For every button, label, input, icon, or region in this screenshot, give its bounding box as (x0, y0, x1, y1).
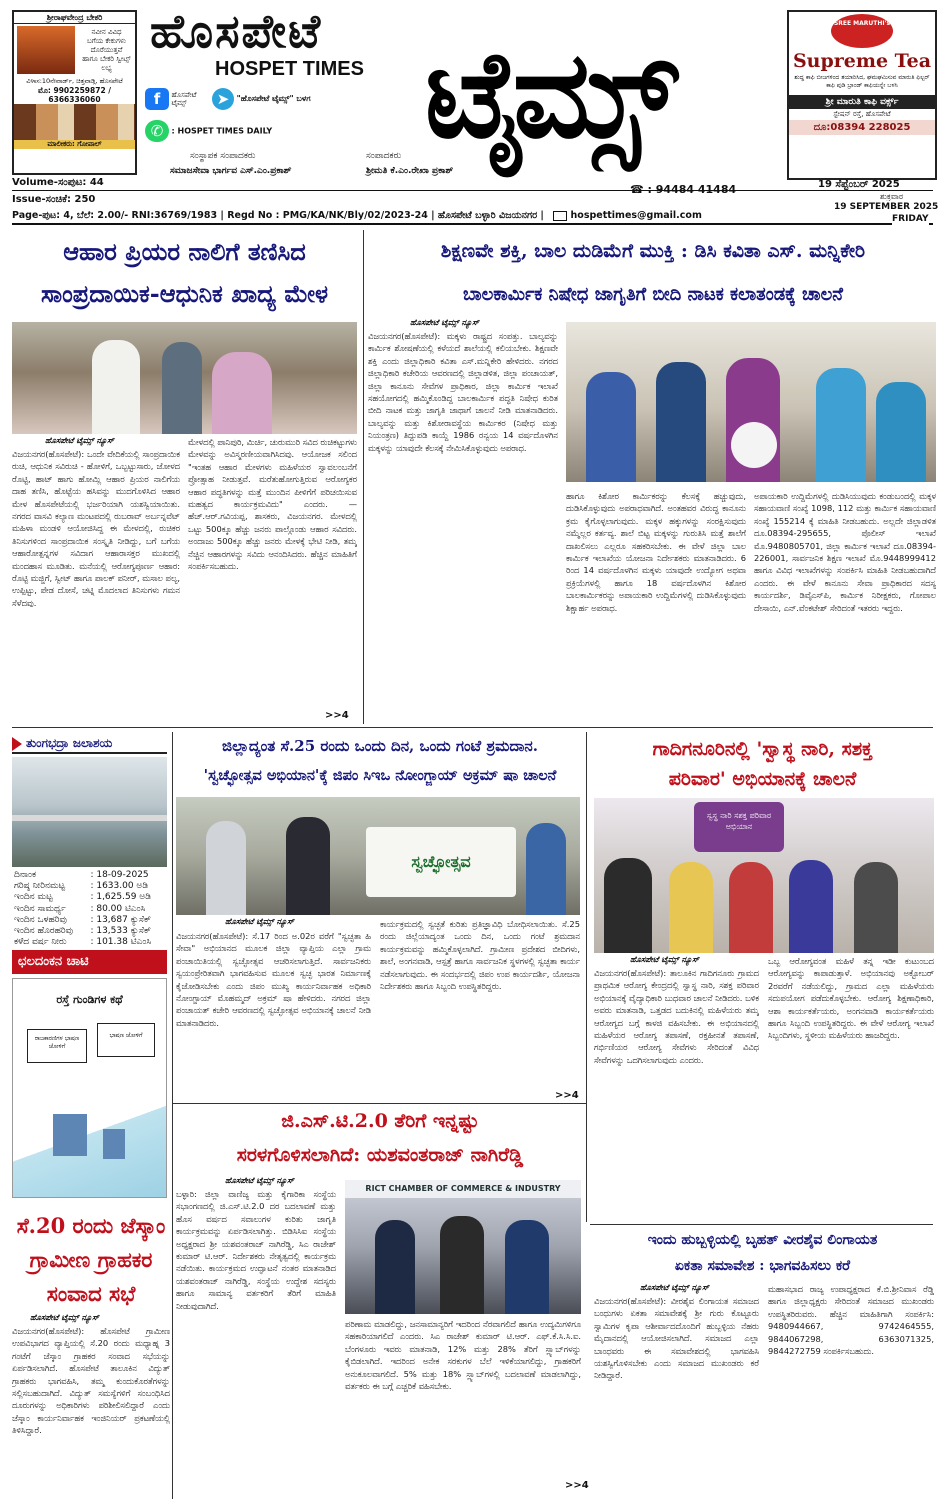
whatsapp-label[interactable]: : HOSPET TIMES DAILY (171, 126, 273, 136)
bakery-ad-address: ವಿಳಾಸ:10ನೇವಾರ್ಡ್, ಚಿತ್ತವಾಡ್ಗಿ, ಹೊಸಪೇಟೆ (26, 77, 123, 85)
issue: Issue-ಸಂಚಿಕೆ: 250 (12, 194, 96, 205)
story2-headline-1: ಶಿಕ್ಷಣವೇ ಶಕ್ತಿ, ಬಾಲ ದುಡಿಮೆಗೆ ಮುಕ್ತಿ : ಡಿಸಿ ಕವಿತಾ ಎಸ್. ಮನ್ನಿಕೇರಿ (440, 240, 866, 262)
column-divider (363, 230, 364, 724)
story2-column-2: ಹಾಗೂ ಕಿಶೋರ ಕಾರ್ಮಿಕರನ್ನು ಕೆಲಸಕ್ಕೆ ಹಚ್ಚುವುದು, ದುಡಿಸಿಕೊಳ್ಳುವುದು ಅಪರಾಧವಾಗಿದೆ. ಅಂತಹವರ ವಿರುದ್ಧ ಕಾನೂನು ಕ್ರಮ ಕೈಗೊಳ್ಳಲಾಗುವುದು. ಮಕ್ಕಳ ಹಕ್ಕುಗಳನ್ನು ಸಂರಕ್ಷಿಸುವುದು ನಮ್ಮೆಲ್ಲರ ಕರ್ತವ್ಯ. ಶಾಲೆ ಬಿಟ್ಟ ಮಕ್ಕಳನ್ನು ಗುರುತಿಸಿ ಮತ್ತೆ ಶಾಲೆಗೆ ದಾಖಲಿಸಲು ಎಲ್ಲರೂ ಸಹಕರಿಸಬೇಕು. ಈ ವೇಳೆ ಜಿಲ್ಲಾ ಬಾಲ ಕಾರ್ಮಿಕ ಇಲಾಖೆಯ ಯೋಜನಾ ನಿರ್ದೇಶಕರು ಮಾತನಾಡಿದರು. 6 ರಿಂದ 14 ವರ್ಷದೊಳಗಿನ ಮಕ್ಕಳು ಯಾವುದೇ ಉದ್ಯೋಗ ಅಥವಾ ಪ್ರಕ್ರಿಯೆಗಳಲ್ಲಿ ಹಾಗೂ 18 ವರ್ಷದೊಳಗಿನ ಕಿಶೋರ ಬಾಲಕಾರ್ಮಿಕರನ್ನು ಅಪಾಯಕಾರಿ ಉದ್ದಿಮೆಗಳಲ್ಲಿ ದುಡಿಸಿಕೊಳ್ಳುವುದು ಶಿಕ್ಷಾರ್ಹ ಅಪರಾಧ. (566, 491, 746, 613)
cartoon-water (13, 1099, 167, 1198)
story2-column-1: ವಿಜಯನಗರ(ಹೊಸಪೇಟೆ): ಮಕ್ಕಳು ರಾಷ್ಟ್ರದ ಸಂಪತ್ತು. ಬಾಲ್ಯವನ್ನು ಕಾರ್ಮಿಕ ಶೋಷಣೆಯಲ್ಲಿ ಕಳೆಯದೆ ಶಾಲೆಯಲ್ಲಿ ಕಲಿಯಬೇಕು. ಶಿಕ್ಷಣವೇ ಶಕ್ತಿ ಎಂದು ಜಿಲ್ಲಾಧಿಕಾರಿ ಕವಿತಾ ಎಸ್.ಮನ್ನಿಕೇರಿ ಹೇಳಿದರು. ನಗರದ ಜಿಲ್ಲಾಧಿಕಾರಿ ಕಚೇರಿಯ ಆವರಣದಲ್ಲಿ ಜಿಲ್ಲಾಡಳಿತ, ಜಿಲ್ಲಾ ಪಂಚಾಯತ್, ಜಿಲ್ಲಾ ಕಾನೂನು ಸೇವೆಗಳ ಪ್ರಾಧಿಕಾರ, ಜಿಲ್ಲಾ ಕಾರ್ಮಿಕ ಇಲಾಖೆ ಸಹಯೋಗದಲ್ಲಿ ಹಮ್ಮಿಕೊಂಡಿದ್ದ ಬಾಲಕಾರ್ಮಿಕ ಪದ್ಧತಿ ನಿಷೇಧ ಕುರಿತ ಬೀದಿ ನಾಟಕ ಮತ್ತು ಜಾಗೃತಿ ಜಾಥಾಗೆ ಚಾಲನೆ ನೀಡಿ ಮಾತನಾಡಿದರು. ಬಾಲ್ಯವನ್ನು ಮತ್ತು ಕಿಶೋರಾವಸ್ಥೆಯ ಕಾರ್ಮಿಕರ (ನಿಷೇಧ ಮತ್ತು ನಿಯಂತ್ರಣ) ತಿದ್ದುಪಡಿ ಕಾಯ್ದೆ 1986 ರನ್ವಯ 14 ವರ್ಷದೊಳಗಿನ ಮಕ್ಕಳನ್ನು ಯಾವುದೇ ಕೆಲಸಕ್ಕೆ ನೇಮಿಸಿಕೊಳ್ಳುವುದು ಅಪರಾಧ. (368, 331, 558, 453)
story6-headline-3: ಸಂವಾದ ಸಭೆ (46, 1281, 136, 1306)
bakery-ad-title: ಶ್ರೀರಾಘವೇಂದ್ರ ಬೇಕರಿ (14, 12, 135, 24)
story5-continued: >>4 (565, 1480, 589, 1491)
story5-column-2: ಪರಿಣಾಮ ಮಾಡಲಿದ್ದು, ಜನಸಾಮಾನ್ಯರಿಗೆ ಇದರಿಂದ ನೆರವಾಗಲಿದೆ ಹಾಗೂ ಉದ್ಯಮಿಗಳಿಗೂ ಸಹಕಾರಿಯಾಗಲಿದೆ ಎಂದರು. ಸಿಎ ರಾಜೇಶ್ ಕುಮಾರ್ ಟಿ.ಆರ್. ಎಫ್.ಕೆ.ಸಿ.ಸಿ.ಐ. ಬೆಂಗಳೂರು ಇವರು ಮಾತನಾಡಿ, 12% ಮತ್ತು 28% ತೆರಿಗೆ ಸ್ಲ್ಯಾಬ್‌ಗಳನ್ನು ಕೈಬಿಡಲಾಗಿದೆ. ಇದರಿಂದ ಅನೇಕ ಸರಕುಗಳ ಬೆಲೆ ಇಳಿಕೆಯಾಗಲಿದ್ದು, ಗ್ರಾಹಕರಿಗೆ ಅನುಕೂಲವಾಗಲಿದೆ. 5% ಮತ್ತು 18% ಸ್ಲ್ಯಾಬ್‌ಗಳಲ್ಲಿ ಬದಲಾವಣೆ ಮಾಡಲಾಗಿದ್ದು, ವರ್ತಕರು ಈ ಬಗ್ಗೆ ಎಚ್ಚರಿಕೆ ವಹಿಸಬೇಕು. (345, 1319, 581, 1392)
story1-photo (12, 322, 357, 434)
brand-kannada-small: ಹೊಸಪೇಟೆ (150, 4, 323, 58)
section-rule (590, 1224, 933, 1225)
triangle-icon (12, 737, 22, 751)
dam-row (12, 915, 167, 926)
cartoon-title: ಛಲದಂಕನ ಚಾಟಿ (12, 950, 167, 974)
story4-photo (594, 798, 934, 953)
dam-row-value: : 1,625.59 ಅಡಿ (90, 892, 151, 903)
story7-byline: ಹೊಸಪೇಟೆ ಟೈಮ್ಸ್ ನ್ಯೂಸ್ (640, 1283, 709, 1292)
story1-byline: ಹೊಸಪೇಟೆ ಟೈಮ್ಸ್ ನ್ಯೂಸ್ (45, 436, 114, 445)
column-divider (172, 1103, 173, 1499)
social-row-2 (145, 120, 311, 142)
story7-column-2: ಮಹಾಸಭಾದ ರಾಜ್ಯ ಉಪಾಧ್ಯಕ್ಷರಾದ ಕೆ.ಬಿ.ಶ್ರೀನಿವಾಸ ರೆಡ್ಡಿ ಹಾಗೂ ಜಿಲ್ಲಾಧ್ಯಕ್ಷರು ಸೇರಿದಂತೆ ಸಮಾಜದ ಮುಖಂಡರು ಉಪಸ್ಥಿತರಿರುವರು. ಹೆಚ್ಚಿನ ಮಾಹಿತಿಗಾಗಿ ಸಂಪರ್ಕಿಸಿ: 9480944667, 9742464555, 9844067298, 6363071325, 9844272759 ಸಂಪರ್ಕಿಸಬಹುದು. (768, 1284, 934, 1357)
section-rule (12, 727, 933, 728)
bakery-ad-photo (17, 26, 75, 74)
day-kannada: ಶುಕ್ರವಾರ (880, 192, 904, 201)
masthead-rule (12, 190, 933, 191)
phone-number: ☎ : 94484 41484 (630, 183, 737, 196)
tea-ad-address: ಸ್ಟೇಷನ್ ರಸ್ತೆ, ಹೊಸಪೇಟೆ (833, 110, 891, 118)
story6-byline: ಹೊಸಪೇಟೆ ಟೈಮ್ಸ್ ನ್ಯೂಸ್ (30, 1313, 99, 1322)
story4-headline-1: ಗಾದಿಗನೂರಿನಲ್ಲಿ 'ಸ್ವಾಸ್ಥ ನಾರಿ, ಸಶಕ್ತ (652, 738, 873, 760)
tea-ad-desc: ಶುದ್ಧ ಕಾಫಿ ಬೀಜಗಳಿಂದ ತಯಾರಿಸಿದ, ಘಮಘಮಿಸುವ ಮಾರುತಿ ಫಿಲ್ಟರ್ ಕಾಫಿ ಪುಡಿ ಬ್ರಾಂಡ್ ಕಾಫಿಯನ್ನೇ ಬಳಸಿ (794, 74, 930, 89)
story5-column-1: ಬಳ್ಳಾರಿ: ಜಿಲ್ಲಾ ವಾಣಿಜ್ಯ ಮತ್ತು ಕೈಗಾರಿಕಾ ಸಂಸ್ಥೆಯ ಸಭಾಂಗಣದಲ್ಲಿ ಜಿ.ಎಸ್.ಟಿ.2.0 ದರ ಬದಲಾವಣೆ ಮತ್ತು ಹೊಸ ವರ್ಷದ ಸವಾಲುಗಳ ಕುರಿತು ಜಾಗೃತಿ ಕಾರ್ಯಕ್ರಮವನ್ನು ಏರ್ಪಡಿಸಲಾಗಿತ್ತು. ಬಿಡಿಸಿಸಿಐ ಸಂಸ್ಥೆಯ ಅಧ್ಯಕ್ಷರಾದ ಶ್ರೀ ಯಶವಂತರಾಜ್ ನಾಗಿರೆಡ್ಡಿ, ಸಿಎ ರಾಜೇಶ್ ಕುಮಾರ್ ಟಿ.ಆರ್. ನಿರ್ದೇಶಕರು ನೇತೃತ್ವದಲ್ಲಿ ಕಾರ್ಯಕ್ರಮ ನಡೆಯಿತು. ಕಾರ್ಯಕ್ರಮದ ಉದ್ಘಾಟನೆ ನಂತರ ಮಾತನಾಡಿದ ಯಶವಂತರಾಜ್ ನಾಗಿರೆಡ್ಡಿ, ಸಂಸ್ಥೆಯ ಉದ್ದೇಶ ಸದಸ್ಯರು ಹಾಗೂ ಸಾಮಾನ್ಯ ವರ್ತಕರಿಗೆ ತೆರಿಗೆ ಮಾಹಿತಿ ನೀಡುವುದಾಗಿದೆ. (176, 1189, 336, 1311)
telegram-icon[interactable]: ➤ (212, 88, 234, 110)
story4-byline: ಹೊಸಪೇಟೆ ಟೈಮ್ಸ್ ನ್ಯೂಸ್ (630, 955, 699, 964)
email-address[interactable]: hospettimes@gmail.com (570, 210, 702, 221)
story4-banner: ಸ್ವಸ್ಥ ನಾರಿ ಸಶಕ್ತ ಪರಿವಾರ ಅಭಿಯಾನ (694, 802, 784, 852)
dam-row (12, 881, 167, 892)
social-row-1 (145, 88, 311, 110)
story7-headline-2: ಏಕತಾ ಸಮಾವೇಶ : ಭಾಗವಹಿಸಲು ಕರೆ (674, 1258, 851, 1274)
story5-headline-2: ಸರಳಗೊಳಿಸಲಾಗಿದೆ: ಯಶವಂತರಾಜ್ ನಾಗಿರೆಡ್ಡಿ (236, 1144, 524, 1166)
bakery-ad-line3: ಬಗೆಯ ಕೇಕುಗಳು (87, 37, 126, 45)
dam-row-label: ಗರಿಷ್ಠ ನೀರಿನಮಟ್ಟ (14, 881, 66, 892)
story3-column-2: ಕಾರ್ಯಕ್ರಮದಲ್ಲಿ ಸ್ವಚ್ಛತೆ ಕುರಿತು ಪ್ರತಿಜ್ಞಾವಿಧಿ ಬೋಧಿಸಲಾಯಿತು. ಸೆ.25 ರಂದು ಜಿಲ್ಲೆಯಾದ್ಯಂತ ಒಂದು ದಿನ, ಒಂದು ಗಂಟೆ ಶ್ರಮದಾನ ಕಾರ್ಯಕ್ರಮವನ್ನು ಹಮ್ಮಿಕೊಳ್ಳಲಾಗಿದೆ. ಗ್ರಾಮೀಣ ಪ್ರದೇಶದ ಬೀದಿಗಳು, ಶಾಲೆ, ಅಂಗನವಾಡಿ, ಆಸ್ಪತ್ರೆ ಹಾಗೂ ಸಾರ್ವಜನಿಕ ಸ್ಥಳಗಳಲ್ಲಿ ಸ್ವಚ್ಛತಾ ಕಾರ್ಯ ನಡೆಸಲಾಗುವುದು. ಈ ಸಂದರ್ಭದಲ್ಲಿ ಜಿಪಂ ಉಪ ಕಾರ್ಯದರ್ಶಿ, ಯೋಜನಾ ನಿರ್ದೇಶಕರು ಹಾಗೂ ಸಿಬ್ಬಂದಿ ಉಪಸ್ಥಿತರಿದ್ದರು. (380, 919, 580, 992)
story2-headline-2: ಬಾಲಕಾರ್ಮಿಕ ನಿಷೇಧ ಜಾಗೃತಿಗೆ ಬೀದಿ ನಾಟಕ ಕಲಾತಂಡಕ್ಕೆ ಚಾಲನೆ (462, 284, 843, 305)
bakery-ad-cake-image (14, 104, 135, 140)
bakery-ad-band: ಮಾಲೀಕರು: ಗೋಪಾಲ್ (14, 140, 135, 149)
bakery-ad (12, 10, 137, 175)
dam-row-label: ಇಂದಿನ ಒಳಹರಿವು (14, 914, 67, 925)
story6-headline-2: ಗ್ರಾಮೀಣ ಗ್ರಾಹಕರ (29, 1247, 153, 1272)
dam-title: ತುಂಗಭದ್ರಾ ಜಲಾಶಯ (26, 736, 113, 750)
dam-title-bar (12, 732, 167, 754)
brand-kannada-big: ಟೈಮ್ಸ್ (425, 24, 670, 165)
founder-name: ಸಮಾಜಸೇವಾ ಭಾರ್ಗವ ಎಸ್.ಎಂ.ಪ್ರಕಾಶ್ (170, 166, 292, 176)
day-english: FRIDAY (892, 214, 929, 224)
cartoon-panel (12, 978, 167, 1198)
story7-column-1: ವಿಜಯನಗರ(ಹೊಸಪೇಟೆ): ವೀರಶೈವ ಲಿಂಗಾಯತ ಸಮಾಜದ ಬಂಧುಗಳು ಏಕತಾ ಸಮಾವೇಶಕ್ಕೆ ಶ್ರೀ ಗುರು ಕೊಟ್ಟೂರು ಸ್ವಾಮಿಗಳ ಕೃಪಾ ಆಶೀರ್ವಾದದೊಂದಿಗೆ ಹುಬ್ಬಳ್ಳಿಯ ನೆಹರು ಮೈದಾನದಲ್ಲಿ ಆಯೋಜಿಸಲಾಗಿದೆ. ಸಮಾಜದ ಎಲ್ಲಾ ಬಾಂಧವರು ಈ ಸಮಾವೇಶದಲ್ಲಿ ಭಾಗವಹಿಸಿ ಯಶಸ್ವಿಗೊಳಿಸಬೇಕು ಎಂದು ಸಮಾಜದ ಮುಖಂಡರು ಕರೆ ನೀಡಿದ್ದಾರೆ. (594, 1296, 759, 1381)
story1-headline-1: ಆಹಾರ ಪ್ರಿಯರ ನಾಲಿಗೆ ತಣಿಸಿದ (63, 237, 306, 266)
dam-row (12, 904, 167, 915)
cartoon-sign-1: ರಾಜಕಾರಣಿಗಳ ಭಾಷಣ ಜೋಳಿಗೆ (27, 1029, 87, 1063)
dam-row-label: ಇಂದಿನ ಸಾಮರ್ಥ್ಯ (14, 903, 66, 914)
dam-row-value: : 1633.00 ಅಡಿ (90, 881, 149, 892)
story3-headline-2: 'ಸ್ವಚ್ಛೋತ್ಸವ ಅಭಿಯಾನ'ಕ್ಕೆ ಜಿಪಂ ಸಿಇಒ ನೋಂಗ್ಜಾಯ್ ಅಕ್ರಮ್ ಷಾ ಚಾಲನೆ (203, 767, 557, 784)
social-links (145, 88, 311, 142)
dam-row (12, 892, 167, 903)
cartoon-caption: ರಸ್ತೆ ಗುಂಡಿಗಳ ಕಥೆ (56, 993, 123, 1006)
story5-headline-1: ಜಿ.ಎಸ್.ಟಿ.2.0 ತೆರಿಗೆ ಇನ್ನಷ್ಟು (281, 1110, 479, 1132)
date-kannada: 19 ಸೆಪ್ಟೆಂಬರ್ 2025 (818, 179, 900, 190)
story4-column-2: ಒಬ್ಬ ಆರೋಗ್ಯವಂತ ಮಹಿಳೆ ತನ್ನ ಇಡೀ ಕುಟುಂಬದ ಆರೋಗ್ಯವನ್ನು ಕಾಪಾಡುತ್ತಾಳೆ. ಅಭಿಯಾನವು ಅಕ್ಟೋಬರ್ 2ರವರೆಗೆ ನಡೆಯಲಿದ್ದು, ಗ್ರಾಮದ ಎಲ್ಲಾ ಮಹಿಳೆಯರು ಸದುಪಯೋಗ ಪಡೆದುಕೊಳ್ಳಬೇಕು. ಆರೋಗ್ಯ ಶಿಕ್ಷಣಾಧಿಕಾರಿ, ಆಶಾ ಕಾರ್ಯಕರ್ತೆಯರು, ಅಂಗನವಾಡಿ ಕಾರ್ಯಕರ್ತೆಯರು ಹಾಗೂ ಸಿಬ್ಬಂದಿ ಉಪಸ್ಥಿತರಿದ್ದರು. ಈ ವೇಳೆ ಆರೋಗ್ಯ ಇಲಾಖೆ ಸಿಬ್ಬಂದಿಗಳು, ಸ್ಥಳೀಯ ಮಹಿಳೆಯರು ಹಾಜರಿದ್ದರು. (768, 956, 934, 1041)
story6-column-1: ವಿಜಯನಗರ(ಹೊಸಪೇಟೆ): ಹೊಸಪೇಟೆ ಗ್ರಾಮೀಣ ಉಪವಿಭಾಗದ ವ್ಯಾಪ್ತಿಯಲ್ಲಿ ಸೆ.20 ರಂದು ಮಧ್ಯಾಹ್ನ 3 ಗಂಟೆಗೆ ಜೆಸ್ಕಾಂ ಗ್ರಾಹಕರ ಸಂವಾದ ಸಭೆಯನ್ನು ಏರ್ಪಡಿಸಲಾಗಿದೆ. ಹೊಸಪೇಟೆ ತಾಲೂಕಿನ ವಿದ್ಯುತ್ ಗ್ರಾಹಕರು ಭಾಗವಹಿಸಿ, ತಮ್ಮ ಕುಂದುಕೊರತೆಗಳನ್ನು ಸಲ್ಲಿಸಬಹುದಾಗಿದೆ. ವಿದ್ಯುತ್ ಸಮಸ್ಯೆಗಳಿಗೆ ಸಂಬಂಧಿಸಿದ ದೂರುಗಳನ್ನು ಅಧಿಕಾರಿಗಳು ಪರಿಶೀಲಿಸಲಿದ್ದಾರೆ ಎಂದು ಜೆಸ್ಕಾಂ ಕಾರ್ಯನಿರ್ವಾಹಕ ಇಂಜಿನಿಯರ್ ಪ್ರಕಟಣೆಯಲ್ಲಿ ತಿಳಿಸಿದ್ದಾರೆ. (12, 1326, 170, 1436)
story7-headline-1: ಇಂದು ಹುಬ್ಬಳ್ಳಿಯಲ್ಲಿ ಬೃಹತ್ ವೀರಶೈವ ಲಿಂಗಾಯತ (647, 1232, 878, 1248)
tea-ad-shop: ಶ್ರೀ ಮಾರುತಿ ಕಾಫಿ ವರ್ಕ್ಸ್ (789, 95, 935, 109)
column-divider (586, 732, 587, 1222)
tea-ad-logo: SREE MARUTHI's (831, 14, 893, 48)
founder-label: ಸಂಸ್ಥಾಪಕ ಸಂಪಾದಕರು (190, 151, 256, 161)
dam-row-label: ಕಳೆದ ವರ್ಷ ನೀರು (14, 937, 67, 948)
story5-photo (345, 1180, 581, 1314)
info-bar-text: Page-ಪುಟ: 4, ಬೆಲೆ: 2.00/- RNI:36769/1983 | Regd No : PMG/KA/NK/Bly/02/2023-24 | ಹೊಸಪೇಟೆ ಬಳ್ಳಾರಿ ವಿಜಯನಗರ | (12, 210, 544, 221)
story1-continued: >>4 (325, 710, 349, 721)
dam-row-label: ಇಂದಿನ ಹೊರಹರಿವು (14, 926, 73, 937)
editor-label: ಸಂಪಾದಕರು (366, 151, 402, 161)
dam-row (12, 937, 167, 948)
cartoon-building (53, 1114, 87, 1156)
story1-column-2: ಮೇಳದಲ್ಲಿ ಪಾನಿಪುರಿ, ಮಿರ್ಚಿ, ಚುರುಮುರಿ ಸವಿದ ರುಚಿಕಟ್ಟುಗಳು ಮೇಳವನ್ನು ಅವಿಸ್ಮರಣೀಯವಾಗಿಸಿದವು. ಆಯೋಜಕ ಸಲಿಂದ "ಇಂತಹ ಆಹಾರ ಮೇಳಗಳು ಮಹಿಳೆಯರ ಸ್ವಾವಲಂಬನೆಗೆ ಪ್ರೋತ್ಸಾಹ ನೀಡುತ್ತವೆ. ಮರೆತುಹೋಗುತ್ತಿರುವ ಆರೋಗ್ಯಕರ ಆಹಾರ ಪದ್ಧತಿಗಳನ್ನು ಮತ್ತೆ ಮುಂದಿನ ಪೀಳಿಗೆಗೆ ಪರಿಚಯಿಸುವ ಮಹತ್ವದ ಕಾರ್ಯಕ್ರಮವಿದು" ಎಂದರು. —ಹೆಚ್.ಆರ್.ಗವಿಯಪ್ಪ, ಶಾಸಕರು, ವಿಜಯನಗರ. ಮೇಳದಲ್ಲಿ ಒಟ್ಟು 500ಕ್ಕೂ ಹೆಚ್ಚು ಜನರು ಪಾಲ್ಗೊಂಡು ಆಹಾರ ಸವಿದರು. ಅಂದಾಜು 500ಕ್ಕೂ ಹೆಚ್ಚು ಜನರು ಮೇಳಕ್ಕೆ ಭೇಟಿ ನೀಡಿ, ತಮ್ಮ ನೆಚ್ಚಿನ ಆಹಾರಗಳನ್ನು ಸವಿದು ಆನಂದಿಸಿದರು. ಹೆಚ್ಚಿನ ಮಾಹಿತಿಗೆ ಸಂಪರ್ಕಿಸಬಹುದು. (188, 437, 357, 572)
facebook-label[interactable]: ಹೊಸಪೇಟೆ ಟೈಮ್ಸ್ (171, 91, 197, 107)
story5-banner: RICT CHAMBER OF COMMERCE & INDUSTRY (345, 1180, 581, 1198)
story4-headline-2: ಪರಿವಾರ' ಅಭಿಯಾನಕ್ಕೆ ಚಾಲನೆ (668, 768, 857, 790)
bakery-ad-line4: ದೊರೆಯುತ್ತವೆ (90, 46, 123, 54)
bakery-ad-line5: ಹಾಗೂ ಬೇಕರಿ ಸ್ವೀಟ್ಸ್ ಲಭ್ಯ (82, 55, 131, 72)
dam-row (12, 926, 167, 937)
story6-headline-1: ಸೆ.20 ರಂದು ಜೆಸ್ಕಾಂ (16, 1213, 166, 1238)
tea-ad (787, 10, 937, 180)
dam-row-label: ಇಂದಿನ ಮಟ್ಟ (14, 892, 53, 903)
volume: Volume-ಸಂಪುಟ: 44 (12, 177, 104, 188)
dam-row-label: ದಿನಾಂಕ (14, 870, 37, 880)
date-english: 19 SEPTEMBER 2025 (830, 201, 938, 214)
bakery-ad-phone: ಮೊ: 9902259872 / 6366336060 (37, 86, 112, 104)
story1-headline-2: ಸಾಂಪ್ರದಾಯಿಕ-ಆಧುನಿಕ ಖಾದ್ಯ ಮೇಳ (40, 279, 329, 308)
story5-byline: ಹೊಸಪೇಟೆ ಟೈಮ್ಸ್ ನ್ಯೂಸ್ (225, 1176, 294, 1185)
brand-english: HOSPET TIMES (215, 58, 364, 80)
story2-column-3: ಅಪಾಯಕಾರಿ ಉದ್ದಿಮೆಗಳಲ್ಲಿ ದುಡಿಸಿಯುವುದು ಕಂಡುಬಂದಲ್ಲಿ ಮಕ್ಕಳ ಸಹಾಯವಾಣಿ ಸಂಖ್ಯೆ 1098, 112 ಮತ್ತು ಕಾರ್ಮಿಕ ಸಹಾಯವಾಣಿ ಸಂಖ್ಯೆ 155214 ಕ್ಕೆ ಮಾಹಿತಿ ನೀಡಬಹುದು. ಅಲ್ಲದೇ ಜಿಲ್ಲಾಡಳಿತ ದೂ.08394-295655, ಪೊಲೀಸ್ ಇಲಾಖೆ ಮೊ.9480805701, ಜಿಲ್ಲಾ ಕಾರ್ಮಿಕ ಇಲಾಖೆ ದೂ.08394-226001, ಸಾರ್ವಜನಿಕ ಶಿಕ್ಷಣ ಇಲಾಖೆ ಮೊ.9448999412 ಹಾಗೂ ವಿವಿಧ ಇಲಾಖೆಗಳನ್ನು ಸಂಪರ್ಕಿಸಿ ಮಾಹಿತಿ ನೀಡಬಹುದಾಗಿದೆ ಎಂದರು. ಈ ವೇಳೆ ಕಾನೂನು ಸೇವಾ ಪ್ರಾಧಿಕಾರದ ಸದಸ್ಯ ಕಾರ್ಯದರ್ಶಿ, ಡಿವೈಎಸ್‌ಪಿ, ಕಾರ್ಮಿಕ ನಿರೀಕ್ಷಕರು, ಗೋಪಾಲ ದೇಸಾಯಿ, ಎನ್.ವೆಂಕಟೇಶ್ ಸೇರಿದಂತೆ ಇತರರು ಇದ್ದರು. (754, 491, 936, 613)
story3-headline-1: ಜಿಲ್ಲಾದ್ಯಂತ ಸೆ.25 ರಂದು ಒಂದು ದಿನ, ಒಂದು ಗಂಟೆ ಶ್ರಮದಾನ. (222, 737, 538, 755)
story3-photo (176, 797, 580, 915)
dam-table (12, 870, 167, 948)
dam-row-value: : 101.38 ಟಿಎಂಸಿ (90, 937, 152, 948)
story3-byline: ಹೊಸಪೇಟೆ ಟೈಮ್ಸ್ ನ್ಯೂಸ್ (225, 917, 294, 926)
cartoon-building (103, 1129, 125, 1159)
dam-row-value: : 13,687 ಕ್ಯುಸೆಕ್ (90, 914, 151, 925)
dam-photo (12, 757, 167, 867)
dam-row (12, 870, 167, 881)
story2-byline: ಹೊಸಪೇಟೆ ಟೈಮ್ಸ್ ನ್ಯೂಸ್ (410, 318, 479, 327)
story2-photo (566, 322, 936, 482)
whatsapp-icon[interactable]: ✆ (145, 120, 169, 142)
dam-row-value: : 13,533 ಕ್ಯುಸೆಕ್ (90, 926, 151, 937)
tea-ad-phone: ದೂ:08394 228025 (789, 120, 935, 135)
dam-row-value: : 18-09-2025 (90, 870, 149, 880)
tea-ad-name: Supreme Tea (792, 50, 932, 72)
section-rule (172, 1103, 586, 1104)
bakery-ad-line2: ನವೀನ ವಿವಿಧ (91, 28, 122, 36)
story3-continued: >>4 (555, 1090, 579, 1101)
story4-column-1: ವಿಜಯನಗರ(ಹೊಸಪೇಟೆ): ತಾಲೂಕಿನ ಗಾದಿಗನೂರು ಗ್ರಾಮದ ಪ್ರಾಥಮಿಕ ಆರೋಗ್ಯ ಕೇಂದ್ರದಲ್ಲಿ ಸ್ವಾಸ್ಥ ನಾರಿ, ಸಶಕ್ತ ಪರಿವಾರ ಅಭಿಯಾನಕ್ಕೆ ವೈದ್ಯಾಧಿಕಾರಿ ಬುಧವಾರ ಚಾಲನೆ ನೀಡಿದರು. ಬಳಿಕ ಅವರು ಮಾತನಾಡಿ, ಒತ್ತಡದ ಬದುಕಿನಲ್ಲಿ ಮಹಿಳೆಯರು ತಮ್ಮ ಆರೋಗ್ಯದ ಬಗ್ಗೆ ಕಾಳಜಿ ವಹಿಸಬೇಕು. ಈ ಅಭಿಯಾನದಲ್ಲಿ ಮಹಿಳೆಯರ ಆರೋಗ್ಯ ತಪಾಸಣೆ, ರಕ್ತಹೀನತೆ ತಪಾಸಣೆ, ಗರ್ಭಿಣಿಯರ ಆರೋಗ್ಯ ಸೇವೆಗಳು ಸೇರಿದಂತೆ ವಿವಿಧ ಸೇವೆಗಳನ್ನು ಒದಗಿಸಲಾಗುವುದು ಎಂದರು. (594, 968, 759, 1065)
telegram-label[interactable]: "ಹೊಸಪೇಟೆ ಟೈಮ್ಸ್" ಬಳಗ (236, 94, 311, 103)
editor-name: ಶ್ರೀಮತಿ ಕೆ.ಎಂ.ರೇಖಾ ಪ್ರಕಾಶ್ (366, 166, 454, 176)
facebook-icon[interactable]: f (145, 88, 169, 110)
email-icon (553, 211, 567, 221)
dam-row-value: : 80.00 ಟಿಎಂಸಿ (90, 903, 146, 914)
info-bar (12, 207, 933, 225)
story1-column-1: ವಿಜಯನಗರ(ಹೊಸಪೇಟೆ): ಒಂದೇ ವೇದಿಕೆಯಲ್ಲಿ ಸಾಂಪ್ರದಾಯಿಕ ರುಚಿ, ಆಧುನಿಕ ಸವಿರುಚಿ - ಹೋಳಿಗೆ, ಒಬ್ಬಟ್ಟುಸಾರು, ಜೋಳದ ರೊಟ್ಟಿ, ಹಾಟ್ ಹಾಗು ಹೋಮ್ಲಿ ಆಹಾರ ಪ್ರಿಯರ ನಾಲಿಗೆಯ ದಾಹ ತಣಿಸಿ, ಹೊಟ್ಟೆಯ ಹಸಿವನ್ನು ಮುದಗೊಳಿಸಿದ ಆಹಾರ ಮೇಳ ಹೊಸಪೇಟೆಯಲ್ಲಿ ಭರ್ಜರಿಯಾಗಿ ಯಶಸ್ವಿಯಾಯಿತು. ನಗರದ ವಾಸವಿ ಕಲ್ಯಾಣ ಮಂಟಪದಲ್ಲಿ ರುಬರಾವ್ ಅರ್ಬನ್ನವೆಟ್ ಮಹಿಳಾ ಮಂಡಳಿ ಆಯೋಜಿಸಿದ್ದ ಈ ಮೇಳದಲ್ಲಿ, ರುಚಿಕರ ತಿನಿಸುಗಳಿಂದ ಸಾಂಪ್ರದಾಯಿಕ ಸಂಸ್ಕೃತಿ ನೀಡಿದ್ದು, ಬಗೆ ಬಗೆಯ ಆಹಾರೋತ್ಪನ್ನಗಳ ಸವಿದಾಗ ಆಹಾರಾಸಕ್ತರ ಮುಖದಲ್ಲಿ ಮಂದಹಾಸ ಮೂಡಿತು. ಮನೆಯಲ್ಲಿ ಆರೋಗ್ಯಪೂರ್ಣ ಆಹಾರ: ರೊಟ್ಟಿ ಮಜ್ಜಿಗೆ, ಸ್ವೀಟ್ ಹಾಗೂ ಪಾಲಕ್ ಪನೀರ್, ಮಸಾಲ ಪಲ್ಯ, ಉಪ್ಪಿಟ್ಟು, ಪೇಡ ದೋಸೆ, ಚಟ್ನಿ ಮೊದಲಾದ ತಿನಿಸುಗಳು ಗಮನ ಸೆಳೆದವು. (12, 449, 180, 608)
cartoon-sign-2: ಭಾಷಣ ಜೋಳಿಗೆ (97, 1023, 155, 1057)
story3-column-1: ವಿಜಯನಗರ(ಹೊಸಪೇಟೆ): ಸೆ.17 ರಿಂದ ಅ.02ರ ವರೆಗೆ "ಸ್ವಚ್ಛತಾ ಹಿ ಸೇವಾ" ಅಭಿಯಾನದ ಮೂಲಕ ಜಿಲ್ಲಾ ವ್ಯಾಪ್ತಿಯ ಎಲ್ಲಾ ಗ್ರಾಮ ಪಂಚಾಯಿತಿಯಲ್ಲಿ ಸ್ವಚ್ಛೋತ್ಸವ ಆಚರಿಸಲಾಗುತ್ತಿದೆ. ಸಾರ್ವಜನಿಕರು ಸ್ವಯಂಪ್ರೇರಿತವಾಗಿ ಭಾಗವಹಿಸುವ ಮೂಲಕ ಸ್ವಚ್ಛ ಭಾರತ ನಿರ್ಮಾಣಕ್ಕೆ ಕೈಜೋಡಿಸಬೇಕು ಎಂದು ಜಿಪಂ ಮುಖ್ಯ ಕಾರ್ಯನಿರ್ವಾಹಕ ಅಧಿಕಾರಿ ನೋಂಗ್ಜಾಯ್ ಮೊಹಮ್ಮದ್ ಅಕ್ರಮ್ ಷಾ ಹೇಳಿದರು. ನಗರದ ಜಿಲ್ಲಾ ಪಂಚಾಯತ್ ಕಚೇರಿ ಆವರಣದಲ್ಲಿ ಸ್ವಚ್ಛೋತ್ಸವ ಅಭಿಯಾನಕ್ಕೆ ಚಾಲನೆ ನೀಡಿ ಮಾತನಾಡಿದರು. (176, 931, 371, 1028)
story3-banner: ಸ್ವಚ್ಛೋತ್ಸವ (366, 827, 516, 897)
